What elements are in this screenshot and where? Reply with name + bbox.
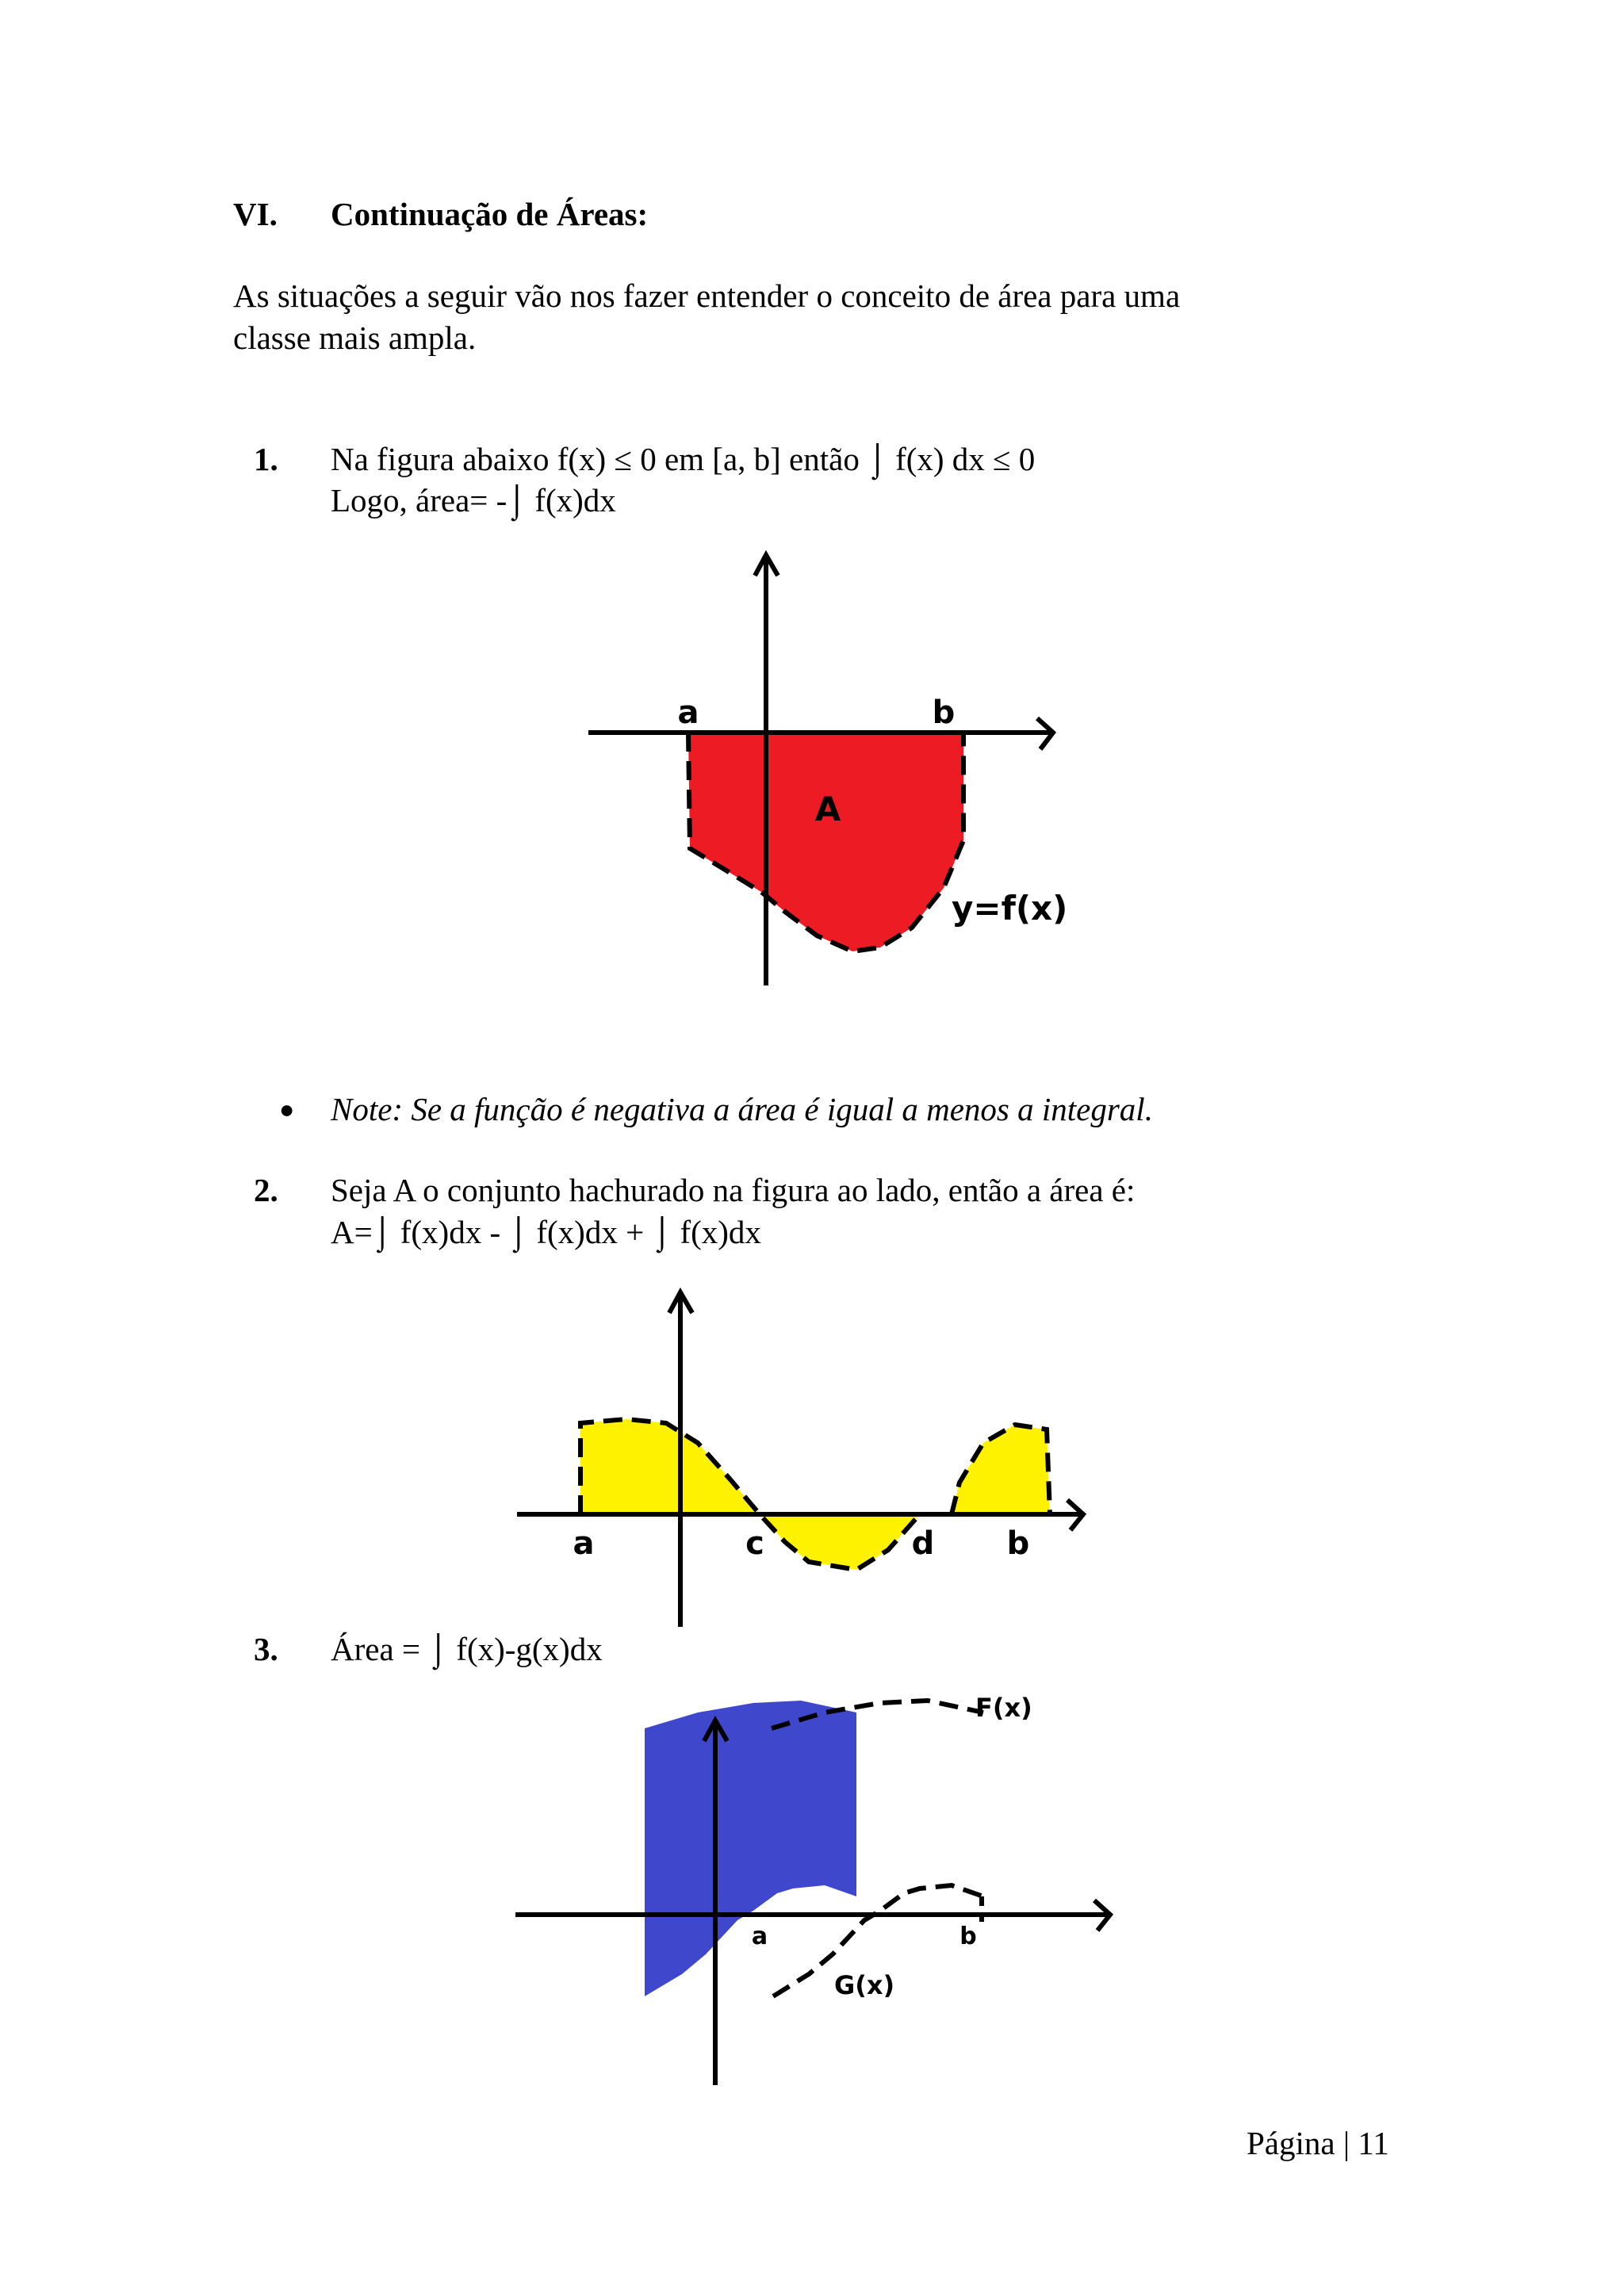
note-text: Note: Se a função é negativa a área é igual a menos a integral. [331,1091,1153,1127]
item-2-line-1: Seja A o conjunto hachurado na figura ao lado, então a área é: [331,1172,1136,1208]
label-b: b [1006,1525,1030,1562]
figure-signed-areas [508,1276,1094,1633]
shaded-area-blue [645,1701,856,1996]
figure-negative-area [571,539,1071,991]
figure-area-between-curves [508,1681,1126,2093]
intro-line-1: As situações a seguir vão nos fazer entender o conceito de área para uma [233,277,1181,314]
label-b: b [932,695,956,731]
shaded-area-yellow-3 [952,1425,1050,1514]
item-3-number: 3. [254,1631,278,1667]
label-b: b [959,1923,977,1950]
item-2-line-2: A=⌡ f(x)dx - ⌡ f(x)dx + ⌡ f(x)dx [331,1214,761,1250]
page-number: Página | 11 [1247,2125,1389,2161]
shaded-area-yellow-1 [580,1419,760,1514]
label-a: a [677,695,699,731]
section-title: Continuação de Áreas: [331,196,649,232]
label-a: a [573,1525,595,1562]
label-d: d [911,1525,935,1562]
item-1-number: 1. [254,441,278,477]
item-2-number: 2. [254,1172,278,1208]
intro-line-2: classe mais ampla. [233,320,477,356]
label-c: c [745,1525,764,1562]
item-1-line-1: Na figura abaixo f(x) ≤ 0 em [a, b] então ⌡ f(x) dx ≤ 0 [331,441,1036,477]
section-number: VI. [233,196,278,232]
item-3-line-1: Área = ⌡ f(x)-g(x)dx [331,1631,603,1667]
label-curve: y=f(x) [952,889,1068,928]
item-1-line-2: Logo, área= -⌡ f(x)dx [331,482,616,519]
label-G: G(x) [834,1970,895,2000]
note-bullet: ● [279,1095,295,1123]
label-a: a [751,1923,768,1950]
label-area: A [814,790,841,828]
label-F: F(x) [975,1693,1032,1723]
